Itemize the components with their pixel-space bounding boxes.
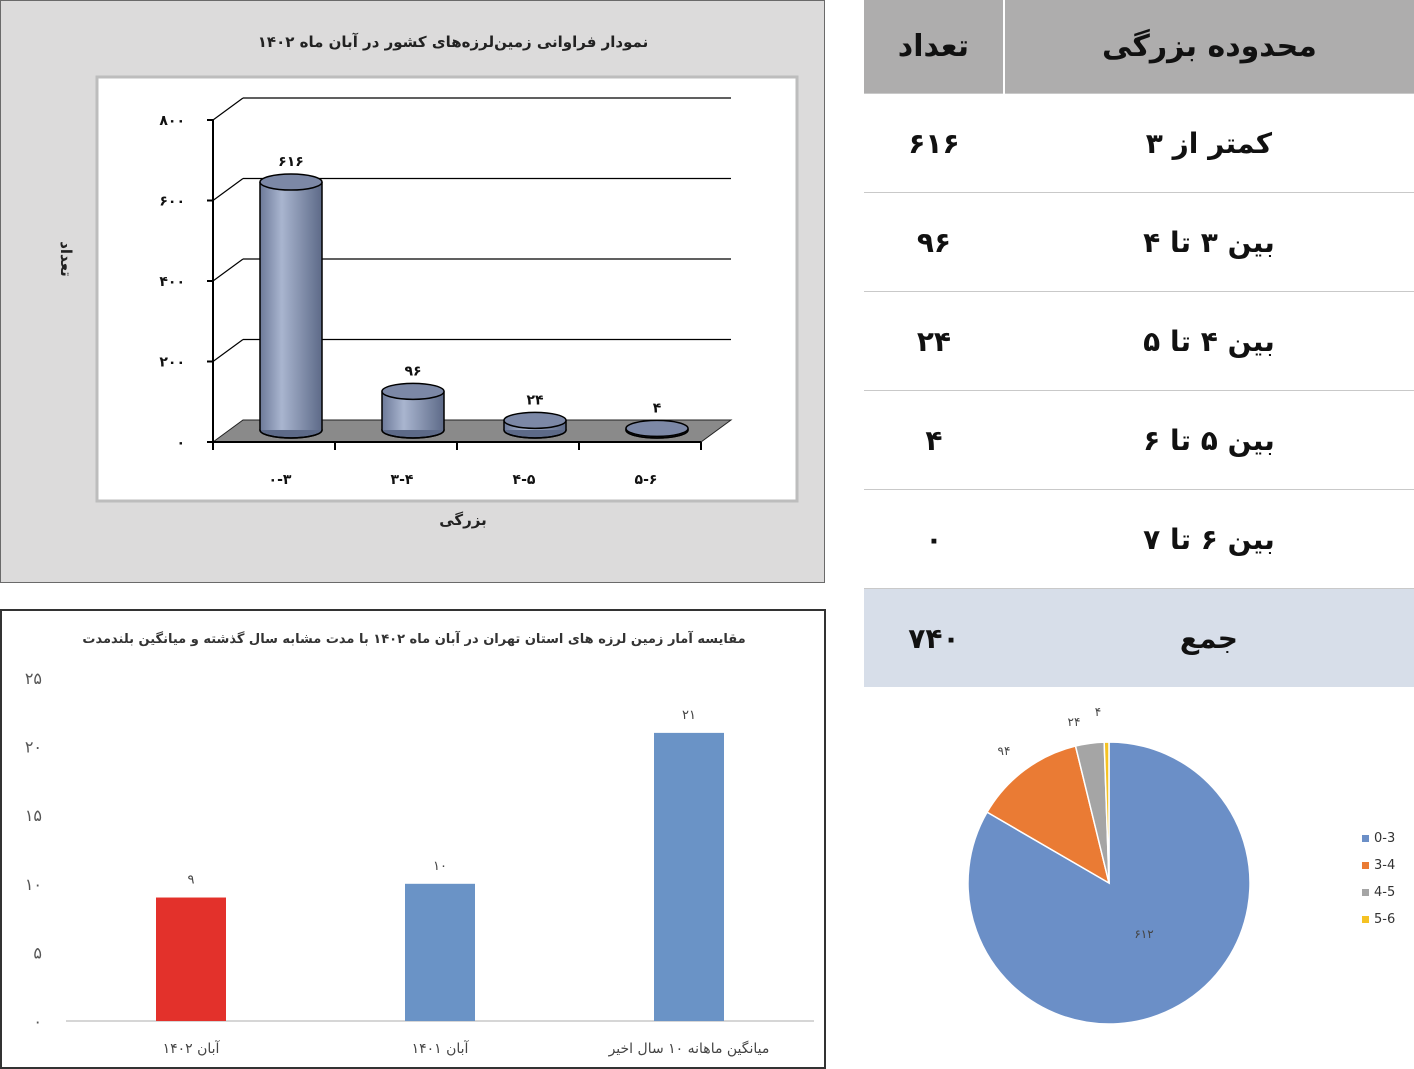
legend-swatch [1362, 889, 1369, 896]
value-label: ۲۴ [526, 392, 544, 409]
bar [156, 898, 226, 1021]
range-cell: بین ۵ تا ۶ [1004, 391, 1414, 490]
total-value: ۷۴۰ [864, 589, 1004, 688]
category-label: میانگین ماهانه ۱۰ سال اخیر [608, 1041, 770, 1057]
range-cell: بین ۳ تا ۴ [1004, 193, 1414, 292]
range-cell: بین ۴ تا ۵ [1004, 292, 1414, 391]
magnitude-table-panel [864, 0, 1414, 685]
slice-label: ۴ [1094, 705, 1102, 719]
y-axis-label: تعداد [57, 241, 75, 277]
count-cell: ۰ [864, 490, 1004, 589]
bar-cylinder [260, 174, 322, 438]
table-row [864, 292, 1414, 391]
category-label: ۰-۳ [268, 472, 292, 488]
legend-swatch [1362, 916, 1369, 923]
bar-cylinder [504, 412, 566, 438]
column-header-count: تعداد [864, 0, 1004, 94]
tehran-comparison-chart [2, 611, 824, 1067]
value-label: ۹ [187, 872, 195, 888]
value-label: ۶۱۶ [278, 154, 304, 171]
column-header-range: محدوده بزرگی [1004, 0, 1414, 94]
range-cell: بین ۶ تا ۷ [1004, 490, 1414, 589]
legend-swatch [1362, 835, 1369, 842]
magnitude-pie-chart-panel [864, 700, 1414, 1069]
y-tick-label: ۰ [176, 435, 185, 451]
bar-top [382, 383, 444, 399]
total-label: جمع [1004, 589, 1414, 688]
y-tick-label: ۴۰۰ [159, 274, 185, 290]
y-tick-label: ۲۰۰ [159, 354, 185, 371]
y-tick-label: ۵ [33, 943, 42, 963]
y-tick-label: ۲۵ [24, 669, 42, 688]
table-row [864, 193, 1414, 292]
legend-item: 5-6 [1374, 912, 1396, 927]
bar-top [626, 420, 688, 436]
table-row [864, 94, 1414, 193]
table-row [864, 490, 1414, 589]
slice-label: ۲۴ [1067, 715, 1081, 729]
bar-body-front [260, 182, 322, 430]
y-tick-label: ۲۰ [24, 737, 42, 757]
count-cell: ۲۴ [864, 292, 1004, 391]
y-tick-label: ۶۰۰ [159, 193, 185, 210]
chart-title: مقایسه آمار زمین لرزه های استان تهران در آبان ماه ۱۴۰۲ با مدت مشابه سال گذشته و میانگین بلندمدت [82, 632, 746, 647]
category-label: ۳-۴ [390, 472, 414, 488]
legend-item: 0-3 [1374, 831, 1396, 846]
bar [405, 884, 475, 1021]
value-label: ۴ [652, 400, 662, 417]
magnitude-pie-chart [864, 700, 1414, 1069]
table-total-row [864, 589, 1414, 688]
y-tick-label: ۱۵ [24, 806, 42, 826]
bar-cylinder [626, 420, 688, 438]
magnitude-frequency-chart-panel [0, 0, 825, 583]
range-cell: کمتر از ۳ [1004, 94, 1414, 193]
table-row [864, 391, 1414, 490]
x-axis-label: بزرگی [439, 511, 487, 529]
count-cell: ۶۱۶ [864, 94, 1004, 193]
category-label: آبان ۱۴۰۱ [411, 1041, 469, 1057]
tehran-comparison-chart-panel [0, 609, 826, 1069]
slice-label: ۶۱۲ [1134, 927, 1154, 941]
value-label: ۹۶ [404, 363, 422, 380]
category-label: ۴-۵ [512, 472, 536, 488]
magnitude-frequency-chart [1, 1, 826, 584]
bar-top [504, 412, 566, 428]
legend-item: 3-4 [1374, 858, 1396, 873]
y-tick-label: ۸۰۰ [159, 113, 185, 129]
magnitude-table [864, 0, 1414, 687]
bar [654, 733, 724, 1021]
value-label: ۱۰ [433, 858, 447, 874]
chart-title: نمودار فراوانی زمین‌لرزه‌های کشور در آبان ماه ۱۴۰۲ [257, 33, 649, 51]
category-label: آبان ۱۴۰۲ [162, 1041, 220, 1057]
y-tick-label: ۰ [33, 1012, 42, 1031]
count-cell: ۹۶ [864, 193, 1004, 292]
y-tick-label: ۱۰ [24, 874, 42, 894]
bar-cylinder [382, 383, 444, 438]
category-label: ۵-۶ [634, 472, 658, 488]
legend-item: 4-5 [1374, 885, 1396, 900]
bar-top [260, 174, 322, 190]
count-cell: ۴ [864, 391, 1004, 490]
slice-label: ۹۴ [997, 744, 1011, 758]
legend-swatch [1362, 862, 1369, 869]
value-label: ۲۱ [682, 707, 696, 723]
